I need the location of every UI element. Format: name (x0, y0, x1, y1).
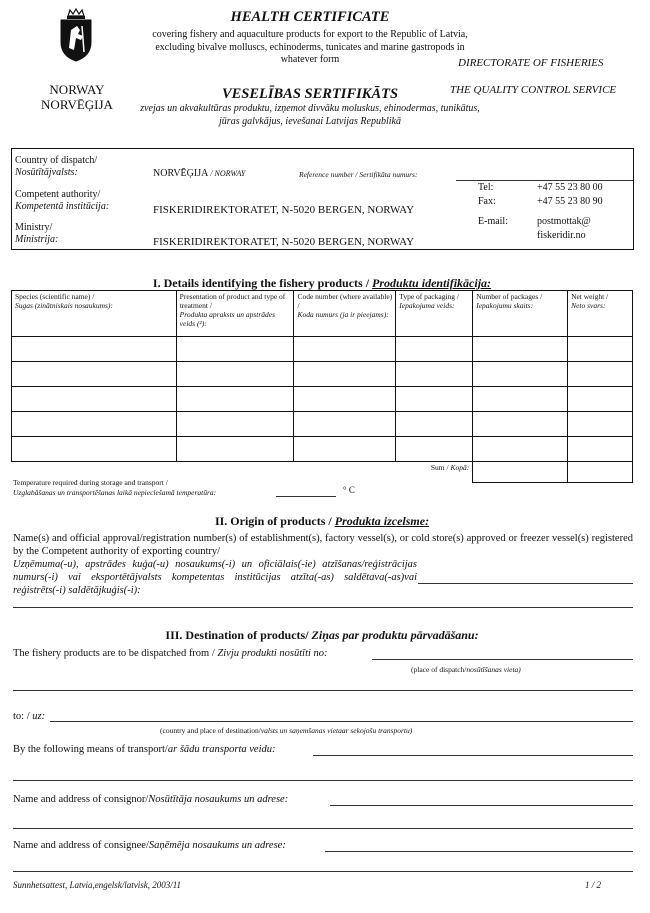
col-packaging-en: Type of packaging / (399, 292, 459, 301)
consignor-input-line-2[interactable] (13, 828, 633, 829)
col-packages (473, 291, 568, 337)
table-row (12, 412, 633, 437)
norway-coat-of-arms-icon (56, 8, 96, 62)
sum-empty (294, 462, 396, 483)
table-cell[interactable] (294, 437, 396, 462)
dispatch-label (15, 155, 97, 179)
section2-text-en: Name(s) and official approval/registration number(s) of establishment(s), factory vessel(s), or cold store(s) approved or freezer vessel(s) registered by the Competent authority of exporting country/ (13, 533, 633, 557)
col-net-weight-lv: Neto svars: (571, 301, 606, 310)
reference-input-line[interactable] (456, 180, 633, 181)
transport-input-line[interactable] (313, 755, 633, 756)
authority-label-en: Competent authority/ (15, 189, 101, 200)
transport-label-en: By the following means of transport/ (13, 744, 168, 755)
dispatched-input-line[interactable] (372, 659, 633, 660)
sum-label-lv: Kopā: (450, 463, 470, 472)
col-packaging (396, 291, 473, 337)
consignor-label-lv: Nosūtītāja nosaukums un adrese: (148, 794, 289, 805)
col-species-en: Species (scientific name) / (15, 292, 95, 301)
reference-label: Reference number / Sertifikāta numurs: (299, 170, 418, 179)
col-net-weight (568, 291, 633, 337)
col-presentation-lv: Produkta apraksts un apstrādes veids (²): (179, 310, 276, 328)
page-number: 1 / 2 (585, 880, 602, 890)
table-cell[interactable] (396, 387, 473, 412)
col-net-weight-en: Net weight / (571, 292, 609, 301)
table-row (12, 437, 633, 462)
subtitle-en: covering fishery and aquaculture products for export to the Republic of Latvia, excluding bivalve molluscs, echinoderms, tunicates and marine gastropods in whatever form (152, 29, 468, 65)
to-label-lv: uz: (32, 711, 46, 722)
to-note-en: (country and place of destination/ (160, 726, 261, 735)
table-cell[interactable] (176, 412, 294, 437)
section2-heading-lv: Produkta izcelsme: (334, 514, 430, 528)
table-cell[interactable] (473, 387, 568, 412)
section3-heading (11, 628, 633, 643)
col-packages-lv: Iepakojumu skaits: (476, 301, 534, 310)
col-presentation (176, 291, 294, 337)
product-details-table (11, 290, 633, 483)
dispatch-value (153, 168, 245, 179)
table-cell[interactable] (294, 387, 396, 412)
to-label-en: to: / (13, 711, 30, 722)
authority-value: FISKERIDIREKTORATET, N-5020 BERGEN, NORWAY (153, 204, 415, 216)
email-value-1: postmottak@ (537, 216, 591, 227)
table-cell[interactable] (473, 362, 568, 387)
table-cell[interactable] (294, 362, 396, 387)
table-cell[interactable] (176, 362, 294, 387)
ministry-value: FISKERIDIREKTORATET, N-5020 BERGEN, NORWAY (153, 236, 415, 248)
sum-packages-cell[interactable] (473, 462, 568, 483)
table-cell[interactable] (12, 387, 177, 412)
to-note-lv: valsts un saņemšanas vietaar sekojošu transportu) (260, 726, 413, 735)
consignor-label (13, 793, 288, 806)
consignor-input-line[interactable] (330, 805, 633, 806)
origin-input-line-1[interactable] (418, 583, 633, 584)
consignee-label-lv: Saņēmēja nosaukums un adrese: (148, 840, 286, 851)
country-en: NORWAY (49, 82, 105, 97)
consignee-label (13, 839, 286, 852)
table-cell[interactable] (568, 387, 633, 412)
col-code-en: Code number (where available) / (297, 292, 393, 310)
dispatched-input-line-2[interactable] (13, 690, 633, 691)
title-en: HEALTH CERTIFICATE (230, 9, 390, 25)
col-species-lv: Sugas (zinātniskais nosaukums): (15, 301, 113, 310)
authority-label (15, 189, 109, 213)
sum-weight-cell[interactable] (568, 462, 633, 483)
dispatch-value-en: / NORWAY (210, 169, 246, 178)
dispatch-label-lv: Nosūtītājvalsts: (15, 167, 78, 178)
issuing-country (22, 82, 132, 112)
destination-note (160, 726, 412, 735)
dispatch-label-en: Country of dispatch/ (15, 155, 98, 166)
section2-heading (11, 514, 633, 529)
to-label (13, 710, 45, 723)
table-cell[interactable] (12, 362, 177, 387)
title-lv: VESELĪBAS SERTIFIKĀTS (221, 86, 399, 102)
issuer-info-box (11, 148, 634, 250)
table-cell[interactable] (473, 437, 568, 462)
service-name: THE QUALITY CONTROL SERVICE (450, 84, 617, 96)
table-cell[interactable] (176, 437, 294, 462)
place-note-en: (place of dispatch/ (411, 665, 467, 674)
tel-value: +47 55 23 80 00 (537, 182, 603, 193)
table-cell[interactable] (473, 337, 568, 362)
table-cell[interactable] (568, 437, 633, 462)
table-cell[interactable] (12, 412, 177, 437)
table-cell[interactable] (176, 387, 294, 412)
authority-label-lv: Kompetentā institūcija: (15, 201, 110, 212)
fax-label: Fax: (478, 196, 496, 207)
col-code-lv: Koda numurs (ja ir pieejams): (297, 310, 389, 319)
table-header-row (12, 291, 633, 337)
section1-heading-en: I. Details identifying the fishery products / (152, 276, 370, 290)
temperature-unit: ° C (343, 485, 355, 495)
ministry-label (15, 222, 58, 246)
email-value-2: fiskeridir.no (537, 230, 586, 241)
col-packages-en: Number of packages / (476, 292, 543, 301)
place-note-lv: nosūtīšanas vieta) (466, 665, 521, 674)
col-packaging-lv: Iepakojuma veids: (399, 301, 455, 310)
dispatched-label-lv: Zivju produkti nosūtīti no: (217, 648, 328, 659)
table-cell[interactable] (12, 337, 177, 362)
section1-heading (11, 276, 633, 291)
fax-value: +47 55 23 80 90 (537, 196, 603, 207)
section2-heading-en: II. Origin of products / (214, 514, 332, 528)
to-input-line[interactable] (50, 721, 633, 722)
ministry-label-lv: Ministrija: (15, 234, 59, 245)
transport-label-lv: ar šādu transporta veidu: (167, 744, 276, 755)
col-code (294, 291, 396, 337)
section1-heading-lv: Produktu identifikācija: (372, 276, 492, 290)
tel-label: Tel: (478, 182, 494, 193)
table-cell[interactable] (12, 437, 177, 462)
table-row (12, 337, 633, 362)
temperature-label-lv-row (13, 488, 216, 498)
table-cell[interactable] (473, 412, 568, 437)
table-cell[interactable] (396, 337, 473, 362)
place-of-dispatch-note (411, 665, 521, 674)
table-cell[interactable] (294, 412, 396, 437)
origin-input-line-2[interactable] (13, 607, 633, 608)
transport-input-line-2[interactable] (13, 780, 633, 781)
table-row (12, 387, 633, 412)
dispatched-label-en: The fishery products are to be dispatched from / (13, 648, 215, 659)
sum-label-en: Sum / (430, 463, 449, 472)
consignee-input-line[interactable] (325, 851, 633, 852)
col-presentation-en: Presentation of product and type of treatment / (179, 292, 286, 310)
temperature-label (13, 478, 216, 498)
section2-text-lv: Uzņēmuma(-u), apstrādes kuģa(-u) nosaukums(-i) un oficiālais(-ie) atzīšanas/reģistrācijas numurs(-i) vai eksportētājvalsts kompetentas institūcijas atzīta(-as) saldētava(-as)vai reģistrēts(-i) saldētājkuģis(-i): (13, 559, 417, 596)
table-cell[interactable] (294, 337, 396, 362)
table-cell[interactable] (568, 362, 633, 387)
subtitle-lv: zvejas un akvakultūras produktu, izņemot divvāku moluskus, ehinodermas, tunikātus, jūras galvkājus, ievešanai Latvijas Republikā (140, 103, 480, 127)
consignee-input-line-2[interactable] (13, 871, 633, 872)
temperature-input-line[interactable] (276, 496, 336, 497)
table-cell[interactable] (396, 437, 473, 462)
section3-heading-lv: Ziņas par produktu pārvadāšanu: (311, 628, 479, 642)
directorate-name: DIRECTORATE OF FISHERIES (458, 57, 604, 69)
consignor-label-en: Name and address of consignor/ (13, 794, 149, 805)
sum-label (396, 462, 473, 483)
dispatched-label (13, 647, 328, 660)
ministry-label-en: Ministry/ (15, 222, 53, 233)
dispatch-value-lv: NORVĒĢIJA (153, 168, 208, 179)
consignee-label-en: Name and address of consignee/ (13, 840, 149, 851)
col-species (12, 291, 177, 337)
table-row (12, 362, 633, 387)
email-label: E-mail: (478, 216, 508, 227)
table-cell[interactable] (568, 412, 633, 437)
temperature-label-lv: Uzglabāšanas un transportēšanas laikā nepieciešamā temperatūra: (13, 488, 217, 497)
transport-label (13, 743, 275, 756)
table-cell[interactable] (396, 362, 473, 387)
country-lv: NORVĒĢIJA (41, 97, 113, 112)
table-cell[interactable] (396, 412, 473, 437)
temperature-label-en: Temperature required during storage and transport / (13, 478, 168, 487)
section3-heading-en: III. Destination of products/ (165, 628, 309, 642)
table-cell[interactable] (176, 337, 294, 362)
footer-file-reference: Sunnhetsattest, Latvia,engelsk/latvisk, 2003/11 (13, 880, 182, 890)
table-cell[interactable] (568, 337, 633, 362)
